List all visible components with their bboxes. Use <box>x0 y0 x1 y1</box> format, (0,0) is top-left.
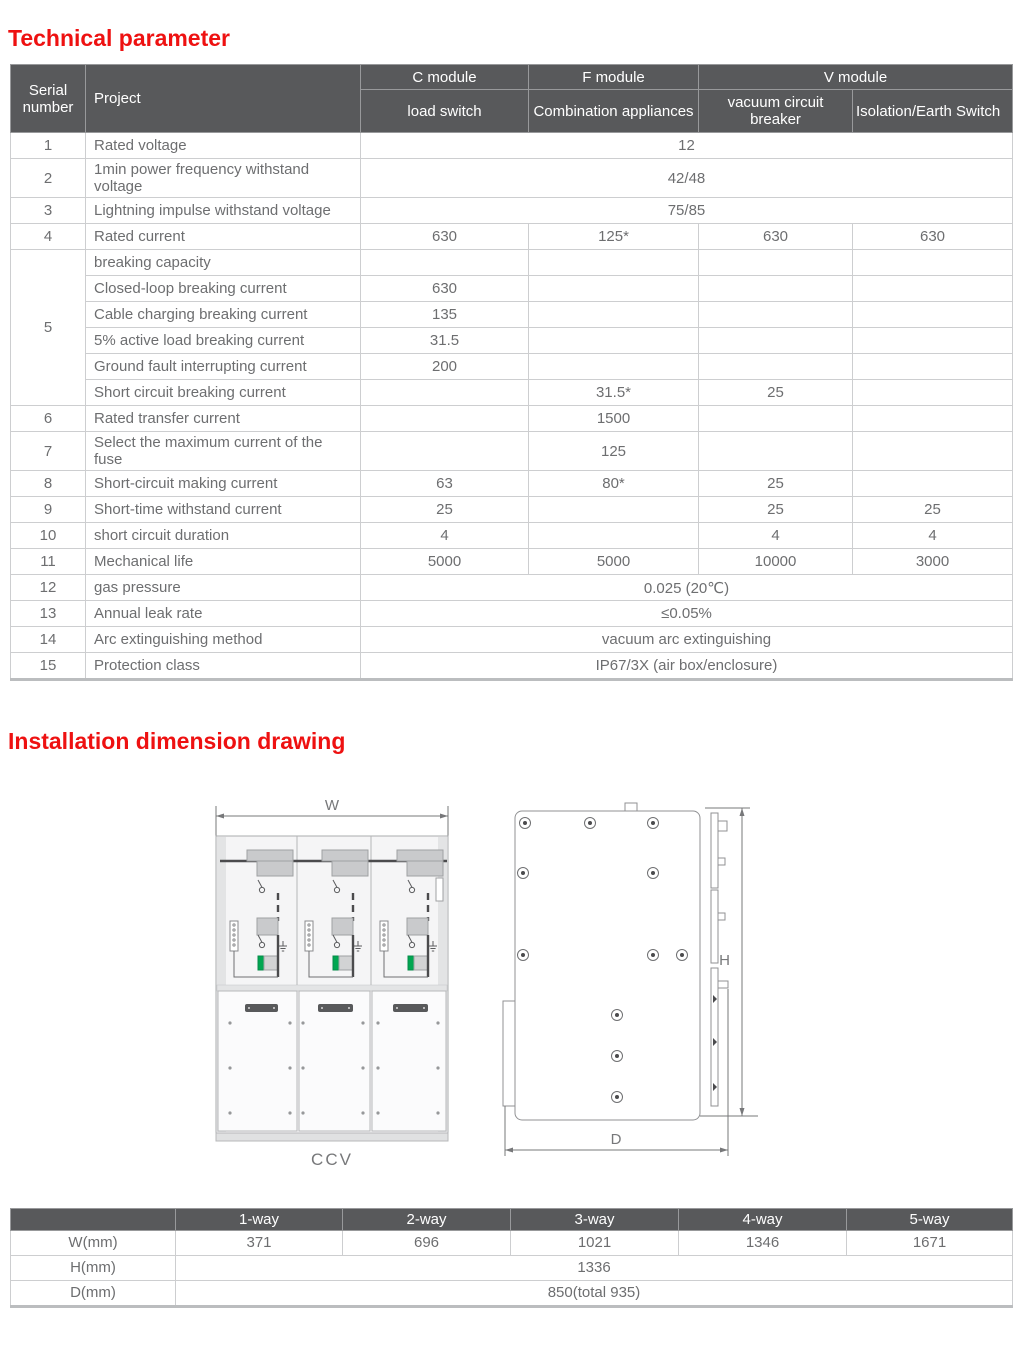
cell-serial: 14 <box>11 627 86 653</box>
cell-value-f <box>529 523 699 549</box>
cell-project: Rated voltage <box>86 133 361 159</box>
green-indicator <box>258 956 264 970</box>
cell-serial: 1 <box>11 133 86 159</box>
table-row <box>11 432 1013 471</box>
table-row <box>11 549 1013 575</box>
cell-project: Mechanical life <box>86 549 361 575</box>
table-row <box>11 328 1013 354</box>
cell-value-c <box>361 406 529 432</box>
cell-value-iso: 4 <box>853 523 1013 549</box>
cell-value-c: 63 <box>361 471 529 497</box>
cell-value-iso: 630 <box>853 224 1013 250</box>
cell-value-iso: 3000 <box>853 549 1013 575</box>
dim-w-label: W <box>324 796 340 814</box>
cell-value: 0.025 (20℃) <box>361 575 1013 601</box>
table-row <box>11 1255 1013 1280</box>
cell-project: Annual leak rate <box>86 601 361 627</box>
table-row <box>11 276 1013 302</box>
cell-project: 1min power frequency withstand voltage <box>86 159 361 198</box>
header-vacuum-circuit-breaker: vacuum circuit breaker <box>699 90 853 133</box>
cell-value-c: 5000 <box>361 549 529 575</box>
cell-value-f <box>529 328 699 354</box>
dimension-table <box>10 1208 1013 1308</box>
cabinet-doors <box>218 991 446 1131</box>
dim-h-label: H <box>719 951 730 969</box>
cell-serial: 13 <box>11 601 86 627</box>
cell-value-v <box>699 432 853 471</box>
cell-value-v <box>699 250 853 276</box>
cell-value-c: 630 <box>361 276 529 302</box>
cell-value-f: 1500 <box>529 406 699 432</box>
cell-value: vacuum arc extinguishing <box>361 627 1013 653</box>
cell-value-c: 25 <box>361 497 529 523</box>
cell-project: Short circuit breaking current <box>86 380 361 406</box>
cell-w-4way: 1346 <box>679 1230 847 1255</box>
table-row <box>11 302 1013 328</box>
green-indicator <box>408 956 414 970</box>
cell-value-v: 630 <box>699 224 853 250</box>
table-row <box>11 159 1013 198</box>
cell-project: Ground fault interrupting current <box>86 354 361 380</box>
cell-serial: 12 <box>11 575 86 601</box>
header-3way: 3-way <box>511 1208 679 1230</box>
table-row <box>11 406 1013 432</box>
cell-project: Short-circuit making current <box>86 471 361 497</box>
cell-project: breaking capacity <box>86 250 361 276</box>
installation-drawing-area <box>0 763 1018 1208</box>
cell-value-v <box>699 276 853 302</box>
header-1way: 1-way <box>176 1208 343 1230</box>
cell-value-iso <box>853 432 1013 471</box>
cell-serial-group5: 5 <box>11 250 86 406</box>
cell-serial: 11 <box>11 549 86 575</box>
door-handle <box>393 1004 428 1012</box>
cell-value-c: 630 <box>361 224 529 250</box>
table-header-row <box>11 65 1013 90</box>
table-row <box>11 497 1013 523</box>
cell-project: Select the maximum current of the fuse <box>86 432 361 471</box>
cell-value-v: 4 <box>699 523 853 549</box>
cell-value-c: 4 <box>361 523 529 549</box>
cell-value-v: 10000 <box>699 549 853 575</box>
cell-value: 42/48 <box>361 159 1013 198</box>
cell-value-c: 135 <box>361 302 529 328</box>
side-view-drawing <box>480 793 780 1168</box>
cell-value-iso <box>853 380 1013 406</box>
table-row <box>11 224 1013 250</box>
header-4way: 4-way <box>679 1208 847 1230</box>
cell-value-iso <box>853 250 1013 276</box>
cell-project: Rated current <box>86 224 361 250</box>
cell-value-f: 125 <box>529 432 699 471</box>
cell-value: 75/85 <box>361 198 1013 224</box>
cell-value-f: 31.5* <box>529 380 699 406</box>
cell-value-iso: 25 <box>853 497 1013 523</box>
cell-value-c: 200 <box>361 354 529 380</box>
table-row <box>11 523 1013 549</box>
cell-serial: 10 <box>11 523 86 549</box>
cell-value-c: 31.5 <box>361 328 529 354</box>
cell-w-5way: 1671 <box>847 1230 1013 1255</box>
cell-value-f <box>529 250 699 276</box>
cell-serial: 9 <box>11 497 86 523</box>
header-serial: Serial number <box>11 65 86 133</box>
table-row <box>11 575 1013 601</box>
row-label-d: D(mm) <box>11 1280 176 1306</box>
header-load-switch: load switch <box>361 90 529 133</box>
cell-d-value: 850(total 935) <box>176 1280 1013 1306</box>
cell-w-2way: 696 <box>343 1230 511 1255</box>
header-f-module: F module <box>529 65 699 90</box>
cell-value-iso <box>853 406 1013 432</box>
cell-value-iso <box>853 276 1013 302</box>
cell-value-f <box>529 354 699 380</box>
cell-value-v: 25 <box>699 497 853 523</box>
cell-value: IP67/3X (air box/enclosure) <box>361 653 1013 680</box>
cell-value-iso <box>853 471 1013 497</box>
door-handle <box>318 1004 353 1012</box>
cell-value: 12 <box>361 133 1013 159</box>
cell-serial: 3 <box>11 198 86 224</box>
cell-project: Cable charging breaking current <box>86 302 361 328</box>
technical-parameter-table <box>10 64 1013 681</box>
table-row <box>11 250 1013 276</box>
header-isolation-earth-switch: Isolation/Earth Switch <box>853 90 1013 133</box>
technical-parameter-title: Technical parameter <box>8 25 231 51</box>
cell-serial: 7 <box>11 432 86 471</box>
table-row <box>11 198 1013 224</box>
table-header-row <box>11 1208 1013 1230</box>
cell-value-v <box>699 328 853 354</box>
header-combination-appliances: Combination appliances <box>529 90 699 133</box>
cell-value-f <box>529 497 699 523</box>
cell-value-v <box>699 302 853 328</box>
header-2way: 2-way <box>343 1208 511 1230</box>
cell-value-v <box>699 354 853 380</box>
green-indicator <box>333 956 339 970</box>
cell-project: Short-time withstand current <box>86 497 361 523</box>
cell-project: Closed-loop breaking current <box>86 276 361 302</box>
cell-project: Rated transfer current <box>86 406 361 432</box>
cell-serial: 2 <box>11 159 86 198</box>
cell-value-v: 25 <box>699 380 853 406</box>
front-view-drawing <box>200 793 470 1178</box>
cell-project: gas pressure <box>86 575 361 601</box>
side-panel-outline <box>515 811 700 1120</box>
cell-value-f <box>529 276 699 302</box>
header-project: Project <box>86 65 361 133</box>
cell-value-f <box>529 302 699 328</box>
table-row <box>11 653 1013 680</box>
header-c-module: C module <box>361 65 529 90</box>
cell-value-c <box>361 250 529 276</box>
cell-serial: 4 <box>11 224 86 250</box>
cell-value-f: 5000 <box>529 549 699 575</box>
row-label-w: W(mm) <box>11 1230 176 1255</box>
cell-value-c <box>361 380 529 406</box>
table-row <box>11 1280 1013 1306</box>
cell-value-v: 25 <box>699 471 853 497</box>
cell-project: Arc extinguishing method <box>86 627 361 653</box>
cell-value-f: 125* <box>529 224 699 250</box>
cell-serial: 8 <box>11 471 86 497</box>
cell-project: Lightning impulse withstand voltage <box>86 198 361 224</box>
installation-dimension-title: Installation dimension drawing <box>8 728 346 755</box>
table-row <box>11 354 1013 380</box>
cell-value-v <box>699 406 853 432</box>
table-row <box>11 471 1013 497</box>
cell-serial: 6 <box>11 406 86 432</box>
header-empty <box>11 1208 176 1230</box>
row-label-h: H(mm) <box>11 1255 176 1280</box>
table-row <box>11 1230 1013 1255</box>
front-view-caption: CCV <box>311 1149 353 1169</box>
cell-value-iso <box>853 354 1013 380</box>
cell-project: 5% active load breaking current <box>86 328 361 354</box>
cell-value-c <box>361 432 529 471</box>
table-row <box>11 601 1013 627</box>
cell-value: ≤0.05% <box>361 601 1013 627</box>
cell-value-iso <box>853 328 1013 354</box>
cell-project: Protection class <box>86 653 361 680</box>
header-5way: 5-way <box>847 1208 1013 1230</box>
header-v-module: V module <box>699 65 1013 90</box>
cell-w-3way: 1021 <box>511 1230 679 1255</box>
cell-project: short circuit duration <box>86 523 361 549</box>
table-row <box>11 133 1013 159</box>
table-row <box>11 380 1013 406</box>
cell-serial: 15 <box>11 653 86 680</box>
table-row <box>11 627 1013 653</box>
cell-h-value: 1336 <box>176 1255 1013 1280</box>
cell-value-iso <box>853 302 1013 328</box>
dim-d-label: D <box>610 1130 622 1148</box>
cell-value-f: 80* <box>529 471 699 497</box>
cell-w-1way: 371 <box>176 1230 343 1255</box>
